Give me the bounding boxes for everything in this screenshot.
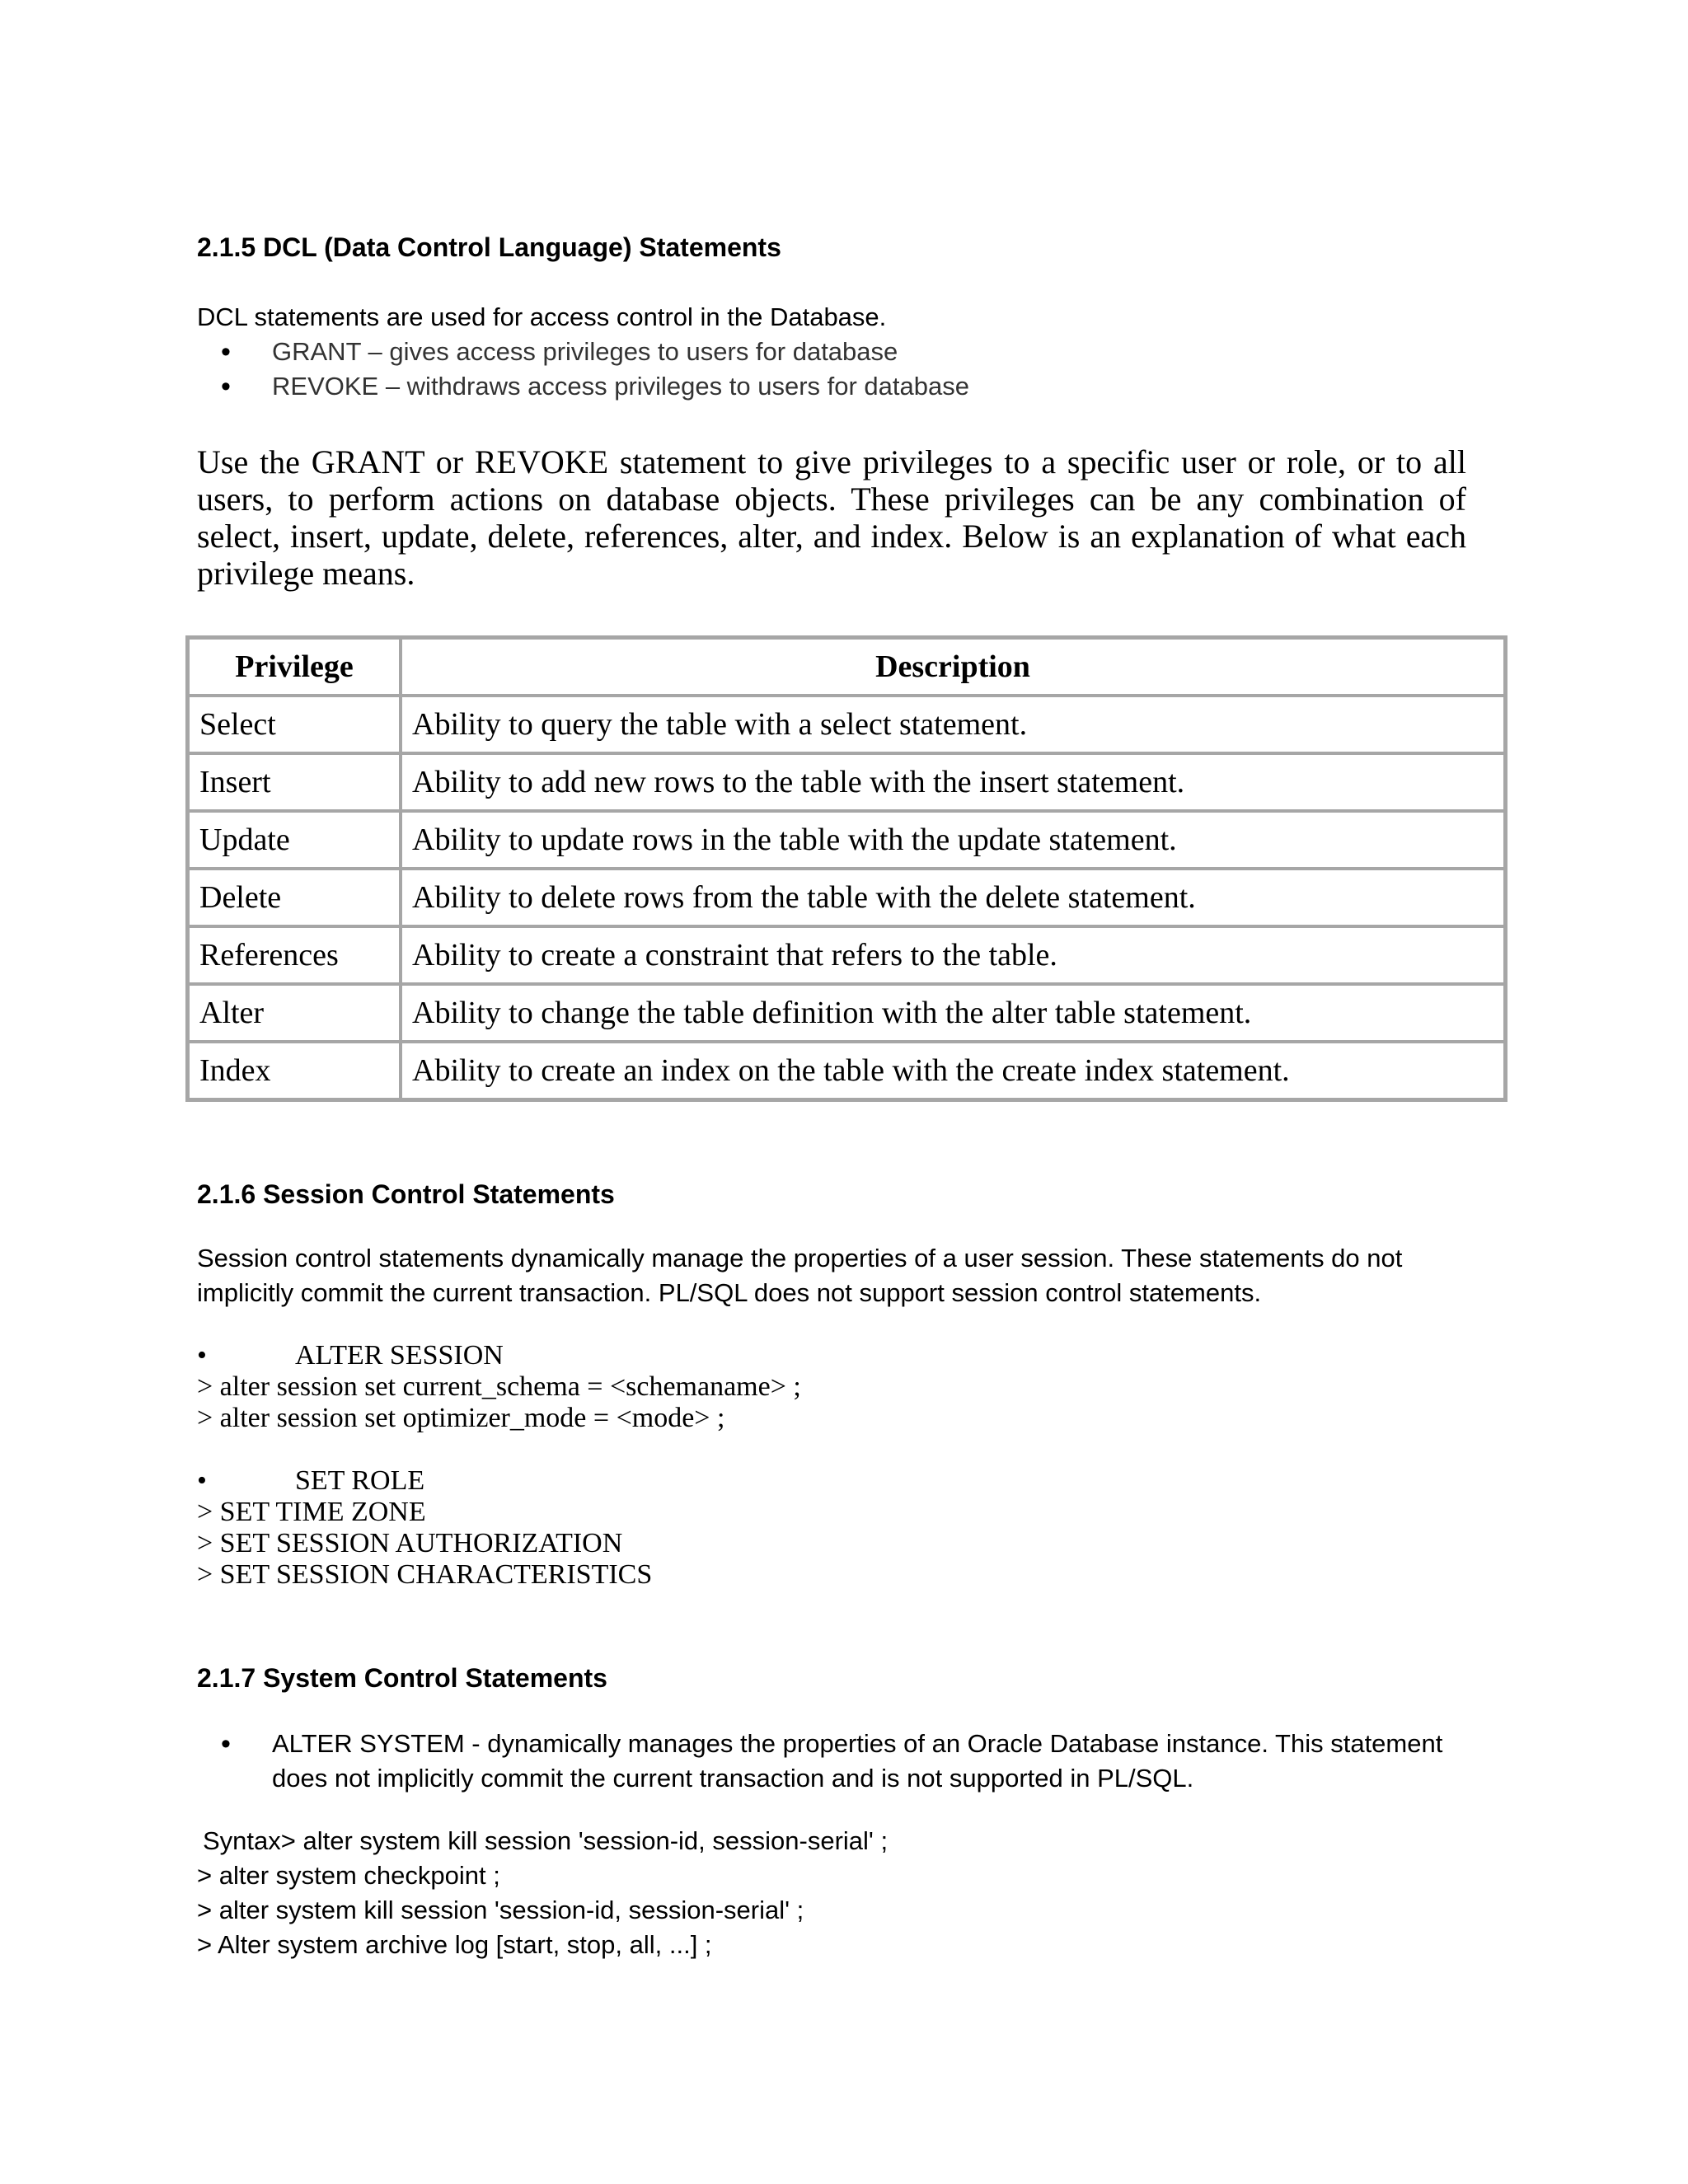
list-item: • GRANT – gives access privileges to users for database (221, 336, 898, 368)
code-line: > alter session set current_schema = <schemaname> ; (197, 1371, 801, 1402)
table-row (188, 869, 1505, 926)
table-header-row (188, 638, 1505, 696)
privilege-cell: Alter (188, 984, 401, 1042)
section-heading-system: 2.1.7 System Control Statements (197, 1663, 607, 1693)
description-cell: Ability to change the table definition with the alter table statement. (401, 984, 1505, 1042)
table-row (188, 1042, 1505, 1099)
section-heading-dcl: 2.1.5 DCL (Data Control Language) Statements (197, 232, 781, 262)
description-cell: Ability to update rows in the table with the update statement. (401, 811, 1505, 869)
column-header-description: Description (401, 638, 1505, 696)
bullet-icon: • (221, 371, 231, 402)
system-bullet-line: ALTER SYSTEM - dynamically manages the properties of an Oracle Database instance. This statement (272, 1729, 1443, 1758)
description-cell: Ability to query the table with a select statement. (401, 696, 1505, 753)
syntax-line: > alter system checkpoint ; (197, 1861, 500, 1890)
code-line: > alter session set optimizer_mode = <mode> ; (197, 1403, 725, 1433)
table-row (188, 696, 1505, 753)
description-cell: Ability to create an index on the table with the create index statement. (401, 1042, 1505, 1099)
list-item: • REVOKE – withdraws access privileges to users for database (221, 371, 969, 402)
dcl-intro-text: DCL statements are used for access control in the Database. (197, 302, 887, 331)
table-row (188, 926, 1505, 984)
syntax-line: > alter system kill session 'session-id, session-serial' ; (197, 1896, 804, 1924)
session-paragraph-line: implicitly commit the current transaction. PL/SQL does not support session control statements. (197, 1278, 1262, 1307)
description-cell: Ability to delete rows from the table with the delete statement. (401, 869, 1505, 926)
table-row (188, 811, 1505, 869)
description-cell: Ability to create a constraint that refers to the table. (401, 926, 1505, 984)
bullet-icon: • (221, 1728, 231, 1760)
code-line: > SET SESSION AUTHORIZATION (197, 1528, 623, 1558)
table-row (188, 984, 1505, 1042)
bullet-icon: • (197, 1465, 207, 1496)
dcl-bullet-list (221, 335, 969, 404)
privilege-cell: Update (188, 811, 401, 869)
column-header-privilege: Privilege (188, 638, 401, 696)
privilege-cell: Select (188, 696, 401, 753)
set-role-title: SET ROLE (295, 1465, 425, 1496)
table-row (188, 753, 1505, 811)
privilege-cell: References (188, 926, 401, 984)
privilege-table (185, 635, 1507, 1102)
privilege-cell: Delete (188, 869, 401, 926)
alter-session-title: ALTER SESSION (295, 1340, 504, 1371)
privilege-cell: Insert (188, 753, 401, 811)
description-cell: Ability to add new rows to the table with the insert statement. (401, 753, 1505, 811)
system-bullet-line: does not implicitly commit the current transaction and is not supported in PL/SQL. (272, 1764, 1194, 1793)
code-line: > SET SESSION CHARACTERISTICS (197, 1559, 653, 1590)
dcl-paragraph: Use the GRANT or REVOKE statement to give privileges to a specific user or role, or to all users, to perform actions on database objects. These privileges can be any combination of select, insert, update, delete, references, alter, and index. Below is an explanation of what each privilege means. (197, 443, 1466, 592)
session-paragraph-line: Session control statements dynamically manage the properties of a user session. These statements do not (197, 1244, 1403, 1272)
section-heading-session: 2.1.6 Session Control Statements (197, 1179, 615, 1209)
privilege-cell: Index (188, 1042, 401, 1099)
code-line: > SET TIME ZONE (197, 1497, 426, 1527)
bullet-icon: • (197, 1340, 207, 1371)
bullet-icon: • (221, 336, 231, 368)
syntax-line: > Alter system archive log [start, stop, all, ...] ; (197, 1930, 712, 1959)
syntax-line: Syntax> alter system kill session 'session-id, session-serial' ; (203, 1826, 889, 1855)
